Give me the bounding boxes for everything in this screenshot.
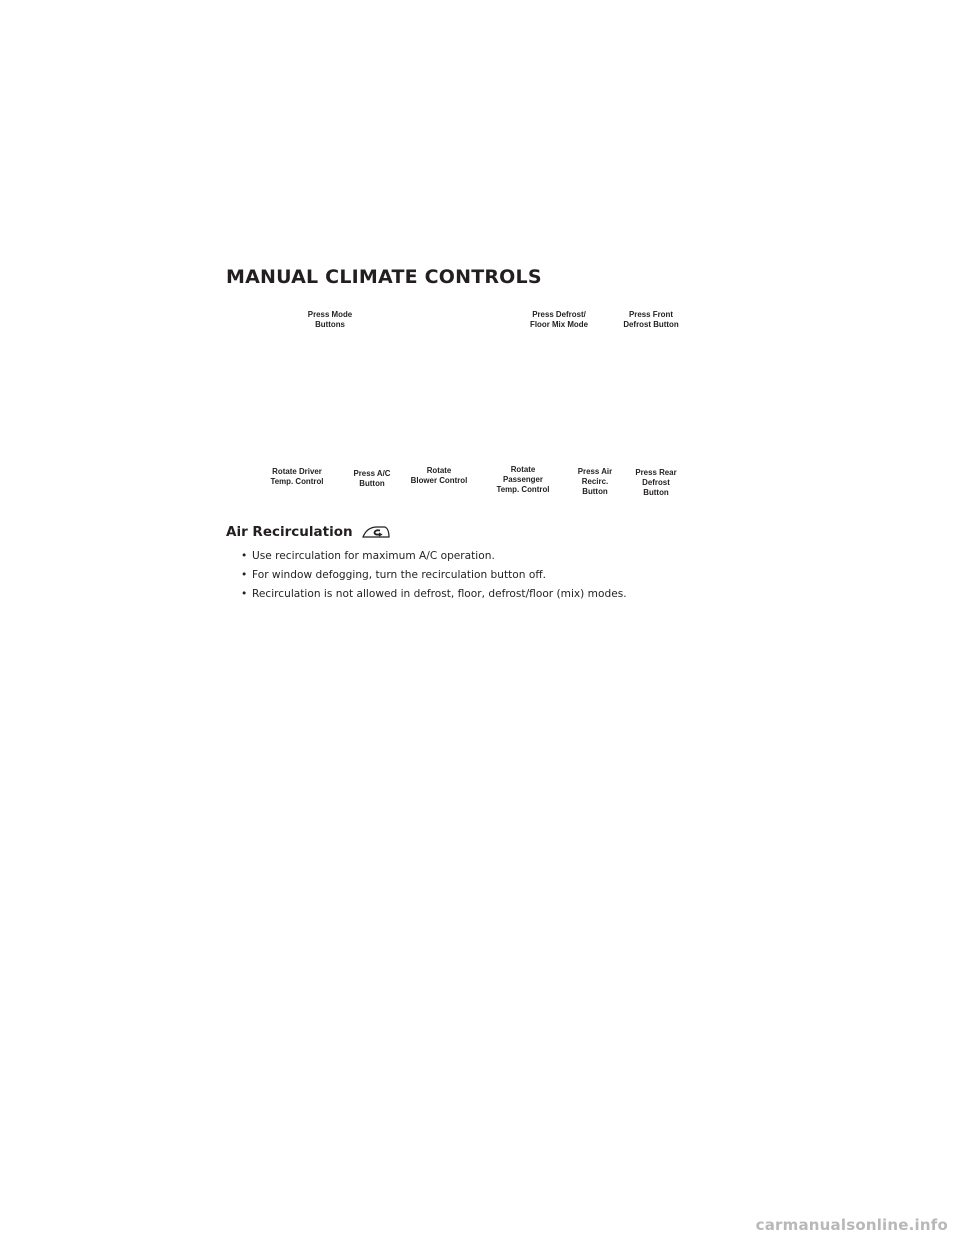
- footer-watermark: carmanualsonline.info: [755, 1216, 948, 1234]
- callout-press-mode-buttons: Press Mode Buttons: [307, 309, 353, 329]
- callout-press-defrost-floor-mix-mode: Press Defrost/ Floor Mix Mode: [530, 309, 588, 329]
- callout-rotate-passenger-temp-control: Rotate Passenger Temp. Control: [496, 464, 550, 494]
- callout-press-front-defrost-button: Press Front Defrost Button: [623, 309, 679, 329]
- list-item: • For window defogging, turn the recirculation button off.: [241, 566, 627, 585]
- list-item: • Use recirculation for maximum A/C operation.: [241, 547, 627, 566]
- callout-press-air-recirc-button: Press Air Recirc. Button: [577, 466, 613, 496]
- air-recirculation-heading-text: Air Recirculation: [226, 524, 353, 540]
- recirculation-icon: [361, 524, 391, 540]
- callout-press-rear-defrost-button: Press Rear Defrost Button: [635, 467, 677, 497]
- section-heading-air-recirculation: [226, 524, 391, 540]
- page-title: MANUAL CLIMATE CONTROLS: [226, 266, 542, 288]
- callout-press-ac-button: Press A/C Button: [353, 468, 391, 488]
- air-recirculation-bullet-list: [241, 547, 627, 604]
- callout-rotate-blower-control: Rotate Blower Control: [410, 465, 468, 485]
- callout-rotate-driver-temp-control: Rotate Driver Temp. Control: [270, 466, 324, 486]
- list-item: • Recirculation is not allowed in defrost, floor, defrost/floor (mix) modes.: [241, 585, 627, 604]
